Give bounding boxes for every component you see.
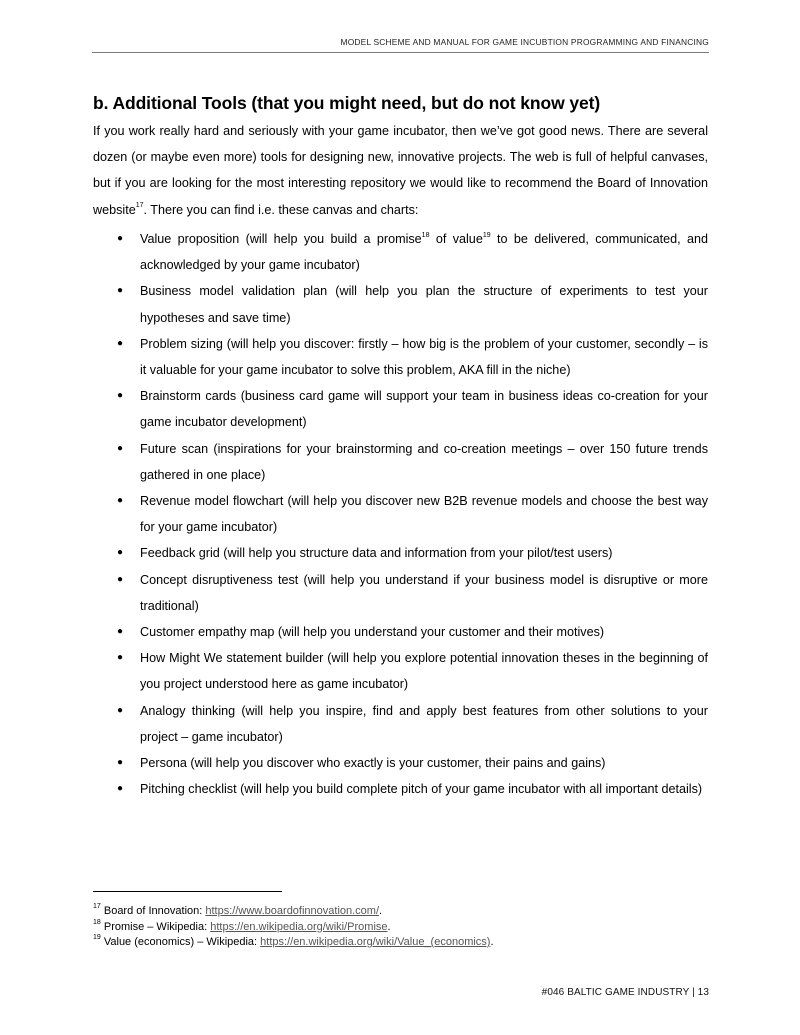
list-item-text: Persona (will help you discover who exactly is your customer, their pains and gains) [140, 756, 606, 771]
list-item-text: Future scan (inspirations for your brainstorming and co-creation meetings – over 150 future trends gathered in one place) [140, 441, 708, 482]
running-header: MODEL SCHEME AND MANUAL FOR GAME INCUBTION PROGRAMMING AND FINANCING [340, 37, 709, 47]
bullet-icon: ● [117, 704, 124, 716]
list-item [93, 331, 708, 383]
list-item-text: to be delivered, communicated, and acknowledged by your game incubator) [140, 232, 708, 273]
footnote-ref-17[interactable]: 17 [135, 202, 144, 210]
footnote-19 [93, 935, 494, 951]
bullet-icon: ● [117, 495, 124, 507]
header-divider [92, 52, 709, 53]
bullet-icon: ● [117, 573, 124, 585]
list-item [93, 436, 708, 488]
list-item-text: Customer empathy map (will help you understand your customer and their motives) [140, 625, 605, 640]
list-item-text: of value [429, 232, 483, 246]
footnote-ref-18[interactable]: 18 [421, 231, 430, 239]
list-item [93, 567, 708, 619]
footnote-17 [93, 904, 494, 920]
list-item-text: Business model validation plan (will help you plan the structure of experiments to test your hypotheses and save time) [140, 284, 708, 325]
list-item-text: Feedback grid (will help you structure data and information from your pilot/test users) [140, 546, 613, 561]
footnote-number: 17 [93, 903, 101, 911]
footnote-link[interactable]: https://en.wikipedia.org/wiki/Promise [210, 920, 388, 933]
list-item [93, 488, 708, 540]
footnote-number: 19 [93, 934, 101, 942]
bullet-icon: ● [117, 547, 124, 559]
footnote-link[interactable]: https://en.wikipedia.org/wiki/Value_(economics) [260, 936, 491, 948]
list-item-text: Value proposition (will help you build a promise [140, 232, 422, 246]
footnote-link[interactable]: https://www.boardofinnovation.com/ [205, 905, 380, 917]
list-item [93, 383, 708, 435]
running-footer: #046 BALTIC GAME INDUSTRY | 13 [541, 987, 709, 998]
list-item-text: Brainstorm cards (business card game will support your team in business ideas co-creation for your game incubator development) [140, 389, 708, 430]
intro-text: If you work really hard and seriously with your game incubator, then we’ve got good news. There are several dozen (or maybe even more) tools for designing new, innovative projects. The web is full of helpful canvases, but if you are looking for the most interesting repository we would like to recommend the Board of Innovation website [93, 124, 708, 217]
list-item [93, 226, 708, 278]
list-item-text: Analogy thinking (will help you inspire, find and apply best features from other solutions to your project – game incubator) [140, 703, 708, 744]
footnote-punct: . [379, 905, 383, 917]
section-title: b. Additional Tools (that you might need, but do not know yet) [93, 93, 601, 113]
list-item [93, 540, 708, 566]
footnote-punct: . [490, 936, 494, 948]
bullet-icon: ● [117, 337, 124, 349]
list-item [93, 278, 708, 330]
footnote-label: Board of Innovation: [103, 905, 206, 917]
bullet-icon: ● [117, 442, 124, 454]
intro-text-end: . There you can find i.e. these canvas and charts: [143, 202, 419, 217]
list-item [93, 750, 708, 776]
list-item-text: How Might We statement builder (will help you explore potential innovation theses in the beginning of you project understood here as game incubator) [140, 651, 708, 692]
list-item [93, 619, 708, 645]
footnote-number: 18 [93, 918, 101, 926]
footnote-label: Promise – Wikipedia: [103, 920, 211, 933]
bullet-icon: ● [117, 233, 124, 244]
list-item [93, 698, 708, 750]
footnote-18 [93, 920, 494, 936]
list-item-text: Revenue model flowchart (will help you discover new B2B revenue models and choose the best way for your game incubator) [140, 494, 708, 535]
footnote-separator [93, 891, 282, 892]
footnote-ref-19[interactable]: 19 [482, 231, 491, 239]
bullet-icon: ● [117, 285, 124, 297]
intro-paragraph [93, 118, 708, 223]
list-item-text: Pitching checklist (will help you build complete pitch of your game incubator with all important details) [140, 782, 703, 797]
footnotes [93, 904, 494, 951]
list-item-text: Problem sizing (will help you discover: firstly – how big is the problem of your customer, secondly – is it valuable for your game incubator to solve this problem, AKA fill in the niche) [140, 336, 708, 378]
bullet-icon: ● [117, 783, 124, 795]
footnote-punct: . [387, 920, 391, 933]
list-item [93, 645, 708, 697]
list-item-text: Concept disruptiveness test (will help you understand if your business model is disruptive or more traditional) [140, 572, 708, 613]
tools-list [93, 226, 708, 802]
bullet-icon: ● [117, 652, 124, 664]
list-item [93, 776, 708, 802]
bullet-icon: ● [117, 390, 124, 402]
bullet-icon: ● [117, 626, 124, 638]
footnote-label: Value (economics) – Wikipedia: [103, 936, 261, 948]
bullet-icon: ● [117, 757, 124, 769]
